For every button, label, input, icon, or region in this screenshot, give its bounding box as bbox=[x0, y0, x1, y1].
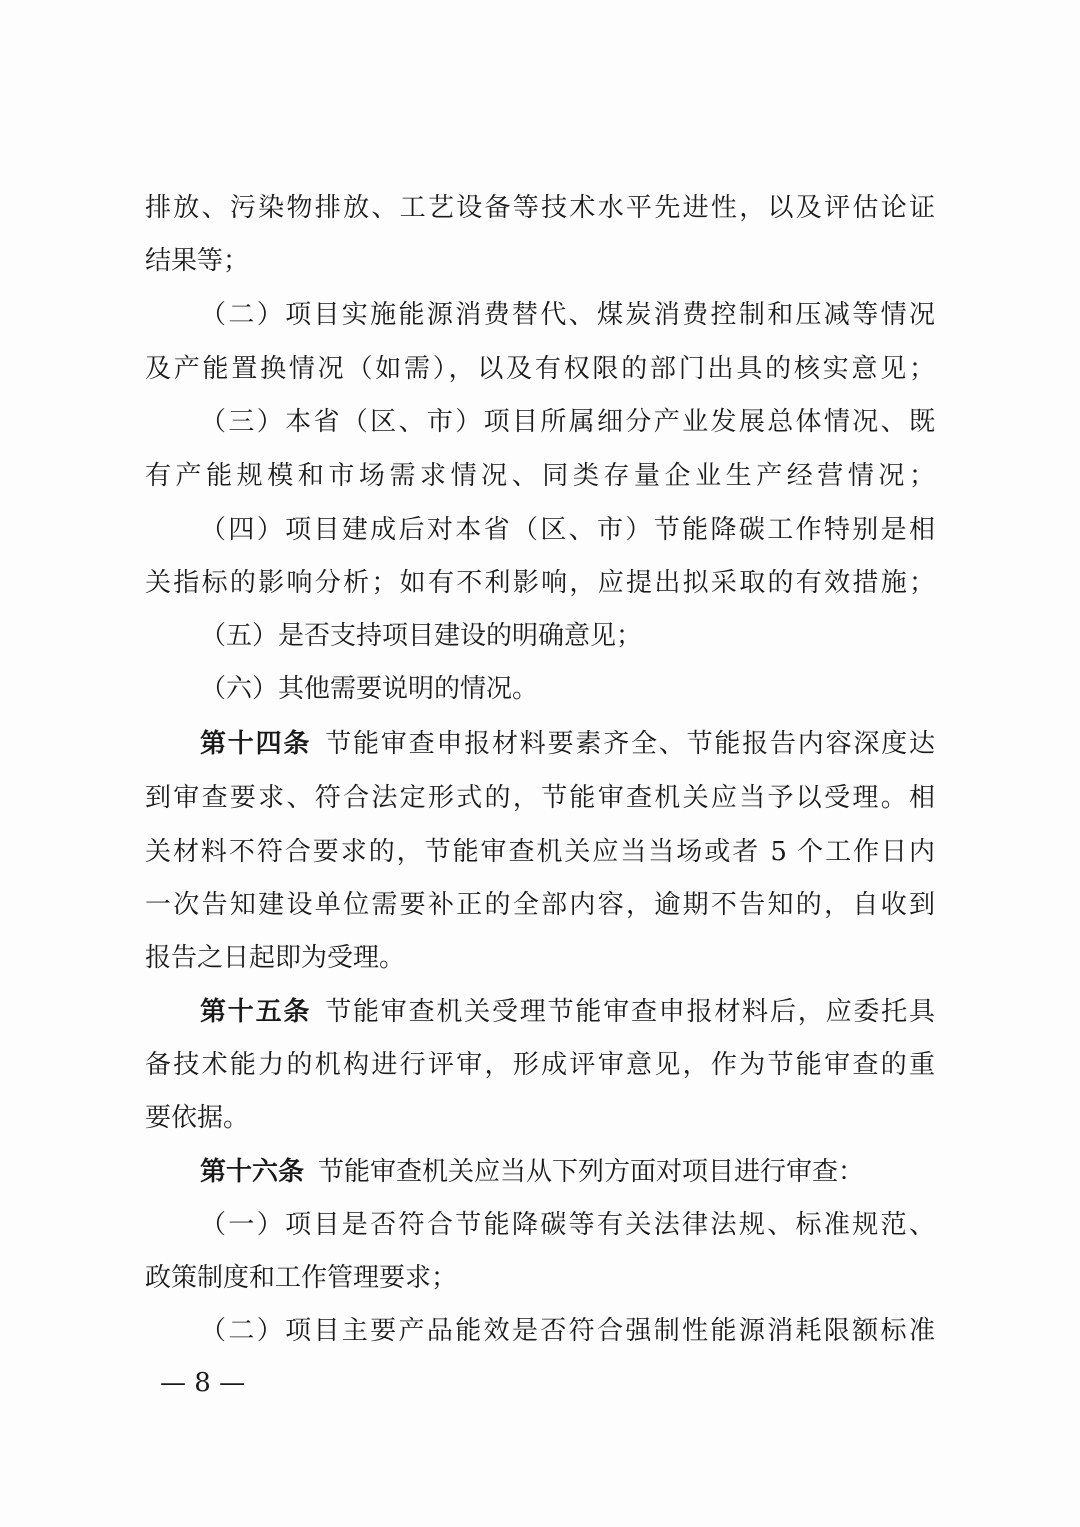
article-text: 节能审查机关受理节能审查申报材料后，应委托具 bbox=[325, 997, 935, 1027]
body-line: 报告之日起即为受理。 bbox=[145, 943, 406, 973]
list-item: （五）是否支持项目建设的明确意见； bbox=[200, 621, 643, 651]
body-line: 备技术能力的机构进行评审，形成评审意见，作为节能审查的重 bbox=[145, 1050, 935, 1080]
body-line: 关材料不符合要求的，节能审查机关应当当场或者 5 个工作日内 bbox=[145, 837, 935, 867]
list-item: （三）本省（区、市）项目所属细分产业发展总体情况、既 bbox=[200, 407, 935, 437]
list-item: （二）项目实施能源消费替代、煤炭消费控制和压减等情况 bbox=[200, 300, 935, 330]
body-line: 一次告知建设单位需要补正的全部内容，逾期不告知的，自收到 bbox=[145, 890, 935, 920]
body-line: 结果等； bbox=[145, 246, 250, 276]
article-text: 节能审查申报材料要素齐全、节能报告内容深度达 bbox=[325, 729, 935, 759]
list-item: （二）项目主要产品能效是否符合强制性能源消耗限额标准 bbox=[200, 1316, 935, 1346]
list-item: （六）其他需要说明的情况。 bbox=[200, 674, 539, 704]
body-line: 到审查要求、符合法定形式的，节能审查机关应当予以受理。相 bbox=[145, 783, 935, 813]
article-14-first-line bbox=[200, 724, 935, 764]
page-number: — 8 — bbox=[160, 1368, 246, 1398]
list-item: （四）项目建成后对本省（区、市）节能降碳工作特别是相 bbox=[200, 515, 935, 545]
article-16-first-line bbox=[200, 1152, 935, 1192]
body-line: 及产能置换情况（如需），以及有权限的部门出具的核实意见； bbox=[145, 354, 935, 384]
article-heading: 第十六条 bbox=[200, 1157, 305, 1187]
list-item: （一）项目是否符合节能降碳等有关法律法规、标准规范、 bbox=[200, 1210, 935, 1240]
article-15-first-line bbox=[200, 992, 935, 1032]
body-line: 政策制度和工作管理要求； bbox=[145, 1263, 458, 1293]
body-line: 要依据。 bbox=[145, 1103, 250, 1133]
body-line: 排放、污染物排放、工艺设备等技术水平先进性，以及评估论证 bbox=[145, 193, 935, 223]
body-line: 有产能规模和市场需求情况、同类存量企业生产经营情况； bbox=[145, 461, 935, 491]
article-text: 节能审查机关应当从下列方面对项目进行审查： bbox=[318, 1157, 865, 1187]
article-heading: 第十五条 bbox=[200, 997, 312, 1027]
article-heading: 第十四条 bbox=[200, 729, 312, 759]
body-line: 关指标的影响分析；如有不利影响，应提出拟采取的有效措施； bbox=[145, 568, 935, 598]
